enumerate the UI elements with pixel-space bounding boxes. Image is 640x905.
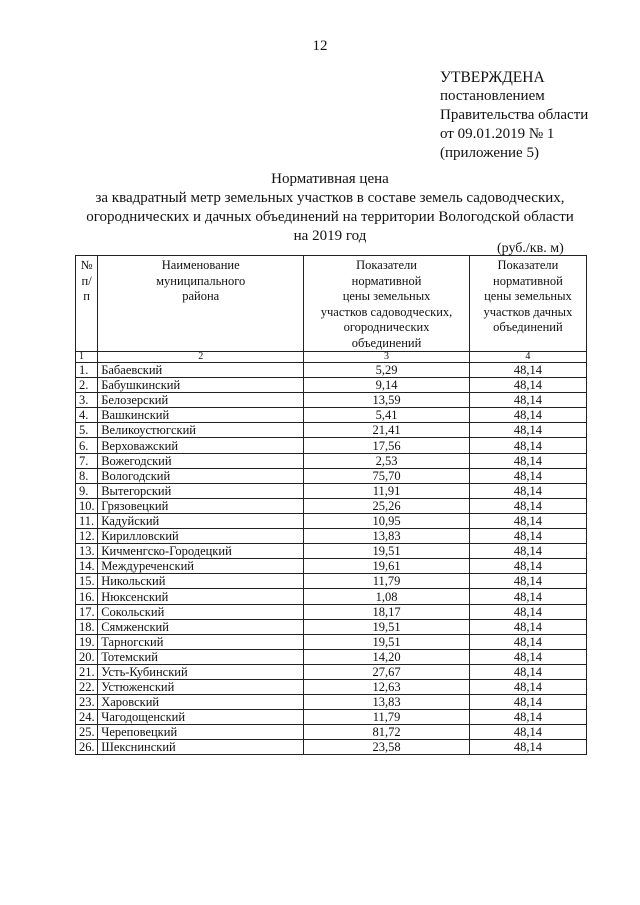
approval-date: от 09.01.2019 № 1 (440, 126, 555, 142)
dacha-price: 48,14 (469, 498, 586, 513)
column-number-row (76, 352, 587, 363)
dacha-price: 48,14 (469, 710, 586, 725)
dacha-price: 48,14 (469, 619, 586, 634)
district-name: Череповецкий (98, 725, 304, 740)
column-number: 1 (76, 352, 98, 363)
table-row (76, 740, 587, 755)
table-row (76, 408, 587, 423)
district-name: Усть-Кубинский (98, 664, 304, 679)
header-value-garden: Показатели нормативной цены земельных участков садоводческих, огороднических объединений (304, 256, 470, 352)
table-row (76, 544, 587, 559)
approval-stamp (440, 68, 588, 163)
district-name: Устюженский (98, 679, 304, 694)
approval-line: Правительства области (440, 107, 589, 123)
garden-price: 13,59 (304, 393, 470, 408)
table-row (76, 679, 587, 694)
garden-price: 23,58 (304, 740, 470, 755)
approval-line: постановлением (440, 88, 545, 104)
garden-price: 19,61 (304, 559, 470, 574)
dacha-price: 48,14 (469, 453, 586, 468)
district-name: Шекснинский (98, 740, 304, 755)
district-name: Харовский (98, 695, 304, 710)
district-name: Белозерский (98, 393, 304, 408)
table-row (76, 423, 587, 438)
dacha-price: 48,14 (469, 574, 586, 589)
garden-price: 12,63 (304, 679, 470, 694)
garden-price: 11,91 (304, 483, 470, 498)
row-number: 7. (76, 453, 98, 468)
header-num: № п/п (76, 256, 98, 352)
header-value-dacha: Показатели нормативной цены земельных участков дачных объединений (469, 256, 586, 352)
district-name: Верховажский (98, 438, 304, 453)
district-name: Бабаевский (98, 363, 304, 378)
table-row (76, 695, 587, 710)
row-number: 5. (76, 423, 98, 438)
dacha-price: 48,14 (469, 559, 586, 574)
garden-price: 14,20 (304, 649, 470, 664)
district-name: Кичменгско-Городецкий (98, 544, 304, 559)
document-title (80, 170, 580, 246)
table-row (76, 664, 587, 679)
title-line: огороднических и дачных объединений на территории Вологодской области (86, 209, 574, 225)
column-number: 4 (469, 352, 586, 363)
garden-price: 25,26 (304, 498, 470, 513)
row-number: 17. (76, 604, 98, 619)
garden-price: 13,83 (304, 695, 470, 710)
row-number: 11. (76, 513, 98, 528)
dacha-price: 48,14 (469, 468, 586, 483)
garden-price: 13,83 (304, 529, 470, 544)
table-row (76, 468, 587, 483)
dacha-price: 48,14 (469, 649, 586, 664)
row-number: 15. (76, 574, 98, 589)
unit-note: (руб./кв. м) (497, 241, 564, 256)
approval-appendix: (приложение 5) (440, 145, 539, 161)
garden-price: 17,56 (304, 438, 470, 453)
garden-price: 19,51 (304, 544, 470, 559)
row-number: 1. (76, 363, 98, 378)
row-number: 13. (76, 544, 98, 559)
district-name: Вытегорский (98, 483, 304, 498)
district-name: Сокольский (98, 604, 304, 619)
column-number: 2 (98, 352, 304, 363)
garden-price: 81,72 (304, 725, 470, 740)
dacha-price: 48,14 (469, 725, 586, 740)
garden-price: 1,08 (304, 589, 470, 604)
row-number: 25. (76, 725, 98, 740)
table-row (76, 604, 587, 619)
district-name: Вологодский (98, 468, 304, 483)
row-number: 10. (76, 498, 98, 513)
table-row (76, 438, 587, 453)
table-row (76, 649, 587, 664)
table-row (76, 574, 587, 589)
row-number: 19. (76, 634, 98, 649)
dacha-price: 48,14 (469, 513, 586, 528)
table-row (76, 529, 587, 544)
district-name: Вожегодский (98, 453, 304, 468)
garden-price: 10,95 (304, 513, 470, 528)
price-table (75, 255, 587, 755)
dacha-price: 48,14 (469, 438, 586, 453)
district-name: Тарногский (98, 634, 304, 649)
title-line: за квадратный метр земельных участков в составе земель садоводческих, (95, 190, 565, 206)
table-body (76, 363, 587, 755)
table-row (76, 725, 587, 740)
district-name: Бабушкинский (98, 378, 304, 393)
table-row (76, 363, 587, 378)
garden-price: 11,79 (304, 710, 470, 725)
garden-price: 19,51 (304, 634, 470, 649)
garden-price: 18,17 (304, 604, 470, 619)
dacha-price: 48,14 (469, 408, 586, 423)
page-number: 12 (312, 38, 328, 54)
dacha-price: 48,14 (469, 483, 586, 498)
row-number: 21. (76, 664, 98, 679)
table-row (76, 378, 587, 393)
dacha-price: 48,14 (469, 363, 586, 378)
district-name: Чагодощенский (98, 710, 304, 725)
dacha-price: 48,14 (469, 634, 586, 649)
title-line: Нормативная цена (271, 171, 389, 187)
garden-price: 27,67 (304, 664, 470, 679)
row-number: 8. (76, 468, 98, 483)
dacha-price: 48,14 (469, 544, 586, 559)
row-number: 26. (76, 740, 98, 755)
row-number: 20. (76, 649, 98, 664)
district-name: Нюксенский (98, 589, 304, 604)
garden-price: 9,14 (304, 378, 470, 393)
header-name: Наименование муниципального района (98, 256, 304, 352)
row-number: 6. (76, 438, 98, 453)
garden-price: 5,41 (304, 408, 470, 423)
district-name: Сямженский (98, 619, 304, 634)
district-name: Тотемский (98, 649, 304, 664)
column-number: 3 (304, 352, 470, 363)
table-row (76, 453, 587, 468)
row-number: 18. (76, 619, 98, 634)
dacha-price: 48,14 (469, 604, 586, 619)
row-number: 9. (76, 483, 98, 498)
garden-price: 5,29 (304, 363, 470, 378)
dacha-price: 48,14 (469, 695, 586, 710)
table-row (76, 393, 587, 408)
dacha-price: 48,14 (469, 679, 586, 694)
district-name: Никольский (98, 574, 304, 589)
district-name: Великоустюгский (98, 423, 304, 438)
dacha-price: 48,14 (469, 664, 586, 679)
row-number: 23. (76, 695, 98, 710)
table-row (76, 710, 587, 725)
approval-heading: УТВЕРЖДЕНА (440, 69, 545, 86)
dacha-price: 48,14 (469, 423, 586, 438)
district-name: Междуреченский (98, 559, 304, 574)
row-number: 16. (76, 589, 98, 604)
garden-price: 19,51 (304, 619, 470, 634)
district-name: Вашкинский (98, 408, 304, 423)
dacha-price: 48,14 (469, 589, 586, 604)
table-row (76, 619, 587, 634)
table-row (76, 513, 587, 528)
dacha-price: 48,14 (469, 529, 586, 544)
garden-price: 75,70 (304, 468, 470, 483)
row-number: 3. (76, 393, 98, 408)
garden-price: 21,41 (304, 423, 470, 438)
garden-price: 2,53 (304, 453, 470, 468)
dacha-price: 48,14 (469, 378, 586, 393)
row-number: 14. (76, 559, 98, 574)
row-number: 4. (76, 408, 98, 423)
table-row (76, 559, 587, 574)
table-header-row (76, 256, 587, 352)
table-row (76, 498, 587, 513)
table-row (76, 589, 587, 604)
table-row (76, 483, 587, 498)
district-name: Кирилловский (98, 529, 304, 544)
table-row (76, 634, 587, 649)
row-number: 24. (76, 710, 98, 725)
district-name: Грязовецкий (98, 498, 304, 513)
dacha-price: 48,14 (469, 740, 586, 755)
row-number: 12. (76, 529, 98, 544)
row-number: 22. (76, 679, 98, 694)
district-name: Кадуйский (98, 513, 304, 528)
garden-price: 11,79 (304, 574, 470, 589)
dacha-price: 48,14 (469, 393, 586, 408)
row-number: 2. (76, 378, 98, 393)
title-line: на 2019 год (293, 228, 367, 244)
